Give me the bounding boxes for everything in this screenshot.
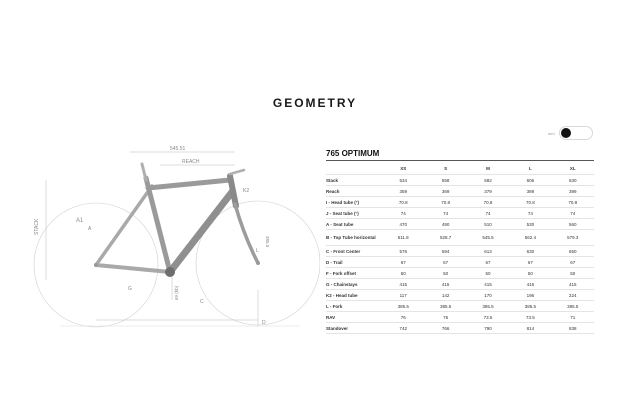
table-cell: 545.5 xyxy=(467,230,509,246)
table-header-row xyxy=(326,162,594,175)
a-label: A xyxy=(88,226,92,232)
table-row xyxy=(326,268,594,279)
table-cell: 415 xyxy=(552,279,594,290)
table-cell: 594 xyxy=(424,246,466,257)
seat-tube xyxy=(146,178,170,272)
table-cell: 50 xyxy=(509,268,551,279)
table-cell: 528.7 xyxy=(424,230,466,246)
table-cell: 415 xyxy=(382,279,424,290)
table-cell: 67 xyxy=(552,257,594,268)
table-cell: 70.8 xyxy=(467,197,509,208)
size-header-s: S xyxy=(424,162,466,175)
table-cell: 70.8 xyxy=(424,197,466,208)
table-row xyxy=(326,230,594,246)
table-row xyxy=(326,175,594,186)
table-cell: 76 xyxy=(424,312,466,323)
table-cell: 74 xyxy=(467,208,509,219)
d-label: D xyxy=(262,320,266,326)
fork-length-value: 385.5 xyxy=(265,236,270,248)
head-tube xyxy=(230,176,236,206)
reach-label: REACH xyxy=(182,159,200,165)
table-cell: 630 xyxy=(509,246,551,257)
row-label: RAV xyxy=(326,312,382,323)
table-row xyxy=(326,219,594,230)
front-axle xyxy=(256,261,260,265)
table-title: 765 OPTIMUM xyxy=(326,149,380,158)
table-row xyxy=(326,257,594,268)
bottom-bracket xyxy=(165,267,175,277)
row-label: A - Seat tube xyxy=(326,219,382,230)
table-cell: 76 xyxy=(382,312,424,323)
page-title: GEOMETRY xyxy=(272,96,358,110)
table-cell: 742 xyxy=(382,323,424,334)
table-cell: 579.3 xyxy=(552,230,594,246)
row-label: Reach xyxy=(326,186,382,197)
row-label: G - Chainstays xyxy=(326,279,382,290)
table-cell: 470 xyxy=(382,219,424,230)
table-cell: 74 xyxy=(509,208,551,219)
row-label: K2 - Head tube xyxy=(326,290,382,301)
chainstay xyxy=(96,265,170,272)
table-cell: 790 xyxy=(467,323,509,334)
table-cell: 385.5 xyxy=(552,301,594,312)
table-cell: 510 xyxy=(467,219,509,230)
table-row xyxy=(326,323,594,334)
table-cell: 511.8 xyxy=(382,230,424,246)
table-cell: 606 xyxy=(509,175,551,186)
table-cell: 385.5 xyxy=(467,301,509,312)
table-cell: 73.5 xyxy=(467,312,509,323)
table-cell: 415 xyxy=(509,279,551,290)
table-cell: 359 xyxy=(382,186,424,197)
header-label-cell xyxy=(326,162,382,175)
table-cell: 650 xyxy=(552,246,594,257)
unit-toggle-wrap xyxy=(548,126,593,140)
row-label: I - Head tube (°) xyxy=(326,197,382,208)
table-cell: 766 xyxy=(424,323,466,334)
table-cell: 67 xyxy=(382,257,424,268)
down-tube xyxy=(170,192,232,272)
table-cell: 838 xyxy=(552,323,594,334)
table-cell: 814 xyxy=(509,323,551,334)
table-cell: 142 xyxy=(424,290,466,301)
table-cell: 385.5 xyxy=(424,301,466,312)
table-cell: 576 xyxy=(382,246,424,257)
table-row xyxy=(326,186,594,197)
table-cell: 558 xyxy=(424,175,466,186)
table-divider xyxy=(326,160,594,161)
unit-toggle[interactable] xyxy=(559,126,593,140)
table-cell: 534 xyxy=(382,175,424,186)
table-cell: 385.5 xyxy=(509,301,551,312)
fork xyxy=(235,204,258,263)
size-header-xl: XL xyxy=(552,162,594,175)
a1-label: A1 xyxy=(76,218,84,224)
table-cell: 379 xyxy=(467,186,509,197)
row-label: B - Top Tube horizontal xyxy=(326,230,382,246)
table-cell: 415 xyxy=(467,279,509,290)
table-cell: 50 xyxy=(552,268,594,279)
l-label: L xyxy=(256,248,259,254)
table-cell: 70.8 xyxy=(552,197,594,208)
k2-label: K2 xyxy=(243,188,250,194)
row-label: D - Trail xyxy=(326,257,382,268)
unit-toggle-label: mm xyxy=(548,130,555,136)
table-cell: 560 xyxy=(552,219,594,230)
table-cell: 196 xyxy=(509,290,551,301)
table-row xyxy=(326,301,594,312)
row-label: Stack xyxy=(326,175,382,186)
table-cell: 74 xyxy=(552,208,594,219)
size-header-m: M xyxy=(467,162,509,175)
row-label: L - Fork xyxy=(326,301,382,312)
table-cell: 613 xyxy=(467,246,509,257)
top-tube xyxy=(148,180,230,188)
stack-label: STACK xyxy=(34,218,40,235)
table-cell: 70.8 xyxy=(382,197,424,208)
table-cell: 389 xyxy=(509,186,551,197)
geometry-svg xyxy=(30,140,320,340)
table-cell: 117 xyxy=(382,290,424,301)
table-row xyxy=(326,246,594,257)
table-row xyxy=(326,279,594,290)
table-cell: 71 xyxy=(552,312,594,323)
table-cell: 74 xyxy=(382,208,424,219)
row-label: C - Front Center xyxy=(326,246,382,257)
size-header-l: L xyxy=(509,162,551,175)
table-cell: 630 xyxy=(552,175,594,186)
table-cell: 562.4 xyxy=(509,230,551,246)
table-cell: 385.5 xyxy=(382,301,424,312)
table-cell: 67 xyxy=(509,257,551,268)
toggle-knob[interactable] xyxy=(561,128,571,138)
table-cell: 399 xyxy=(552,186,594,197)
table-cell: 70.8 xyxy=(509,197,551,208)
table-cell: 530 xyxy=(509,219,551,230)
table-cell: 50 xyxy=(382,268,424,279)
table-cell: 67 xyxy=(424,257,466,268)
table-cell: 369 xyxy=(424,186,466,197)
table-row xyxy=(326,197,594,208)
table-cell: 582 xyxy=(467,175,509,186)
g-label: G xyxy=(128,286,132,292)
table-cell: 67 xyxy=(467,257,509,268)
table-cell: 170 xyxy=(467,290,509,301)
table-cell: 224 xyxy=(552,290,594,301)
bike-geometry-diagram xyxy=(30,140,320,340)
geometry-table xyxy=(326,162,594,334)
table-row xyxy=(326,312,594,323)
c-label: C xyxy=(200,299,204,305)
table-row xyxy=(326,208,594,219)
rear-axle xyxy=(94,263,98,267)
size-header-xs: XS xyxy=(382,162,424,175)
row-label: F - Fork offset xyxy=(326,268,382,279)
row-label: Standover xyxy=(326,323,382,334)
table-cell: 50 xyxy=(467,268,509,279)
table-cell: 415 xyxy=(424,279,466,290)
table-row xyxy=(326,290,594,301)
table-cell: 73.5 xyxy=(509,312,551,323)
seatpost xyxy=(142,164,146,180)
table-cell: 50 xyxy=(424,268,466,279)
row-label: J - Seat tube (°) xyxy=(326,208,382,219)
top-tube-value: 545.51 xyxy=(170,146,186,152)
table-cell: 490 xyxy=(424,219,466,230)
table-cell: 74 xyxy=(424,208,466,219)
stem xyxy=(230,170,244,174)
bb-drop-label: 69 (bb) xyxy=(174,285,179,300)
